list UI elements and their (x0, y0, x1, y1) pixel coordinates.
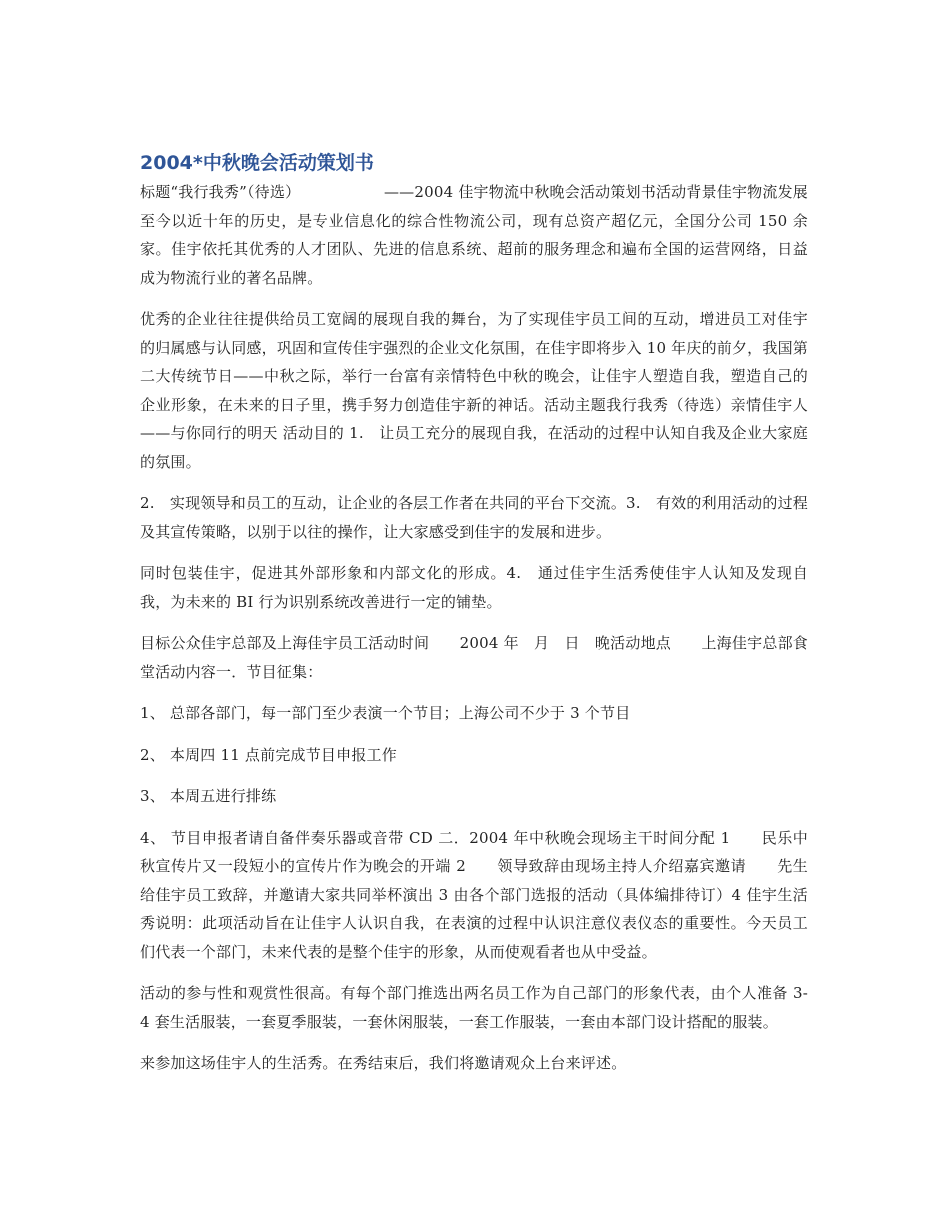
paragraph-life-show: 活动的参与性和观赏性很高。有每个部门推选出两名员工作为自己部门的形象代表，由个人准备 3-4 套生活服装，一套夏季服装，一套休闲服装，一套工作服装，一套由本部门设计搭配的服装。 (140, 984, 808, 1031)
document-title: 2004*中秋晚会活动策划书 (140, 152, 374, 174)
paragraph-background: 标题“我行我秀”（待选） ——2004 佳宇物流中秋晚会活动策划书活动背景佳宇物流发展至今以近十年的历史，是专业信息化的综合性物流公司，现有总资产超亿元，全国分公司 150 余家。佳宇依托其优秀的人才团队、先进的信息系统、超前的服务理念和遍布全国的运营网络，日益成为物流行业的著名品牌。 (140, 183, 808, 287)
list-item-1: 1、 总部各部门，每一部门至少表演一个节目；上海公司不少于 3 个节目 (140, 704, 631, 722)
document-page (140, 148, 808, 1091)
list-item-4-schedule: 4、 节目申报者请自备伴奏乐器或音带 CD 二．2004 年中秋晚会现场主干时间分配 1 民乐中秋宣传片又一段短小的宣传片作为晚会的开端 2 领导致辞由现场主持人介绍嘉宾邀请 先生给佳宇员工致辞，并邀请大家共同举杯演出 3 由各个部门选报的活动（具体编排待订）4 佳宇生活秀说明：此项活动旨在让佳宇人认识自我，在表演的过程中认识注意仪表仪态的重要性。今天员工们代表一个部门，未来代表的是整个佳宇的形象，从而使观看者也从中受益。 (140, 828, 808, 961)
paragraph-audience-time-place: 目标公众佳宇总部及上海佳宇员工活动时间 2004 年 月 日 晚活动地点 上海佳宇总部食堂活动内容一．节目征集： (140, 634, 808, 681)
list-item-3: 3、 本周五进行排练 (140, 787, 277, 805)
paragraph-goals: 2. 实现领导和员工的互动，让企业的各层工作者在共同的平台下交流。3. 有效的利用活动的过程及其宣传策略，以别于以往的操作，让大家感受到佳宇的发展和进步。 (140, 494, 808, 541)
paragraph-branding: 同时包装佳宇，促进其外部形象和内部文化的形成。4. 通过佳宇生活秀使佳宇人认知及发现自我，为未来的 BI 行为识别系统改善进行一定的铺垫。 (140, 564, 808, 611)
paragraph-closing: 来参加这场佳宇人的生活秀。在秀结束后，我们将邀请观众上台来评述。 (140, 1054, 627, 1072)
list-item-2: 2、 本周四 11 点前完成节目申报工作 (140, 745, 397, 764)
paragraph-purpose: 优秀的企业往往提供给员工宽阔的展现自我的舞台，为了实现佳宇员工间的互动，增进员工对佳宇的归属感与认同感，巩固和宣传佳宇强烈的企业文化氛围，在佳宇即将步入 10 年庆的前夕，我国第二大传统节日——中秋之际，举行一台富有亲情特色中秋的晚会，让佳宇人塑造自我，塑造自己的企业形象，在未来的日子里，携手努力创造佳宇新的神话。活动主题我行我秀（待选）亲情佳宇人——与你同行的明天 活动目的 1. 让员工充分的展现自我，在活动的过程中认知自我及企业大家庭的氛围。 (140, 310, 808, 471)
